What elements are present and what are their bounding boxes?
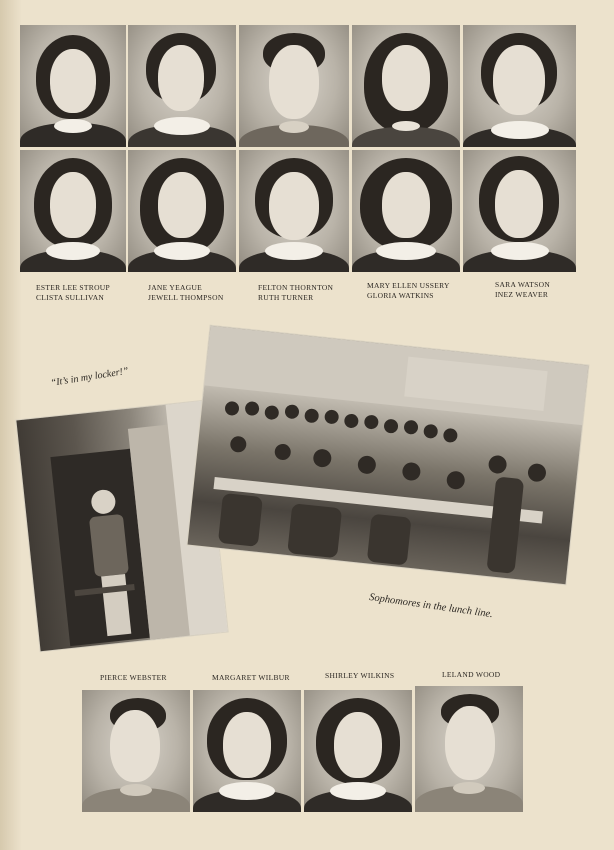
portrait-photo	[415, 686, 523, 812]
portrait-photo	[82, 690, 190, 812]
bottom-name-label: PIERCE WEBSTER	[100, 673, 167, 682]
portrait-photo	[304, 690, 412, 812]
caption-line: MARY ELLEN USSERY	[367, 281, 450, 290]
caption-line: RUTH TURNER	[258, 293, 314, 302]
portrait-caption	[148, 283, 224, 303]
caption-line: GLORIA WATKINS	[367, 291, 434, 300]
portrait-photo	[20, 150, 126, 272]
portrait-photo	[128, 150, 236, 272]
lunch-photo-caption: Sophomores in the lunch line.	[368, 592, 494, 621]
lunch-scene	[188, 326, 589, 585]
portrait-photo	[352, 150, 460, 272]
portrait-photo	[128, 25, 236, 147]
caption-line: CLISTA SULLIVAN	[36, 293, 105, 302]
portrait-photo	[239, 150, 349, 272]
portrait-photo	[352, 25, 460, 147]
portrait-caption	[36, 283, 110, 303]
locker-photo-caption: “It’s in my locker!”	[50, 365, 130, 389]
caption-line: SARA WATSON	[495, 280, 551, 289]
portrait-caption	[367, 281, 450, 301]
portrait-photo	[463, 150, 576, 272]
portrait-photo	[463, 25, 576, 147]
portrait-photo	[239, 25, 349, 147]
portrait-photo	[193, 690, 301, 812]
lunch-line-snapshot	[188, 326, 589, 585]
caption-line: ESTER LEE STROUP	[36, 283, 110, 292]
portrait-caption	[495, 280, 550, 300]
portrait-photo	[20, 25, 126, 147]
caption-line: JEWELL THOMPSON	[148, 293, 224, 302]
portrait-caption	[258, 283, 333, 303]
bottom-name-label: LELAND WOOD	[442, 670, 501, 679]
caption-line: INEZ WEAVER	[495, 290, 549, 299]
bottom-name-label: SHIRLEY WILKINS	[325, 671, 395, 680]
caption-line: JANE YEAGUE	[148, 283, 203, 292]
bottom-name-label: MARGARET WILBUR	[212, 673, 290, 682]
caption-line: FELTON THORNTON	[258, 283, 334, 292]
